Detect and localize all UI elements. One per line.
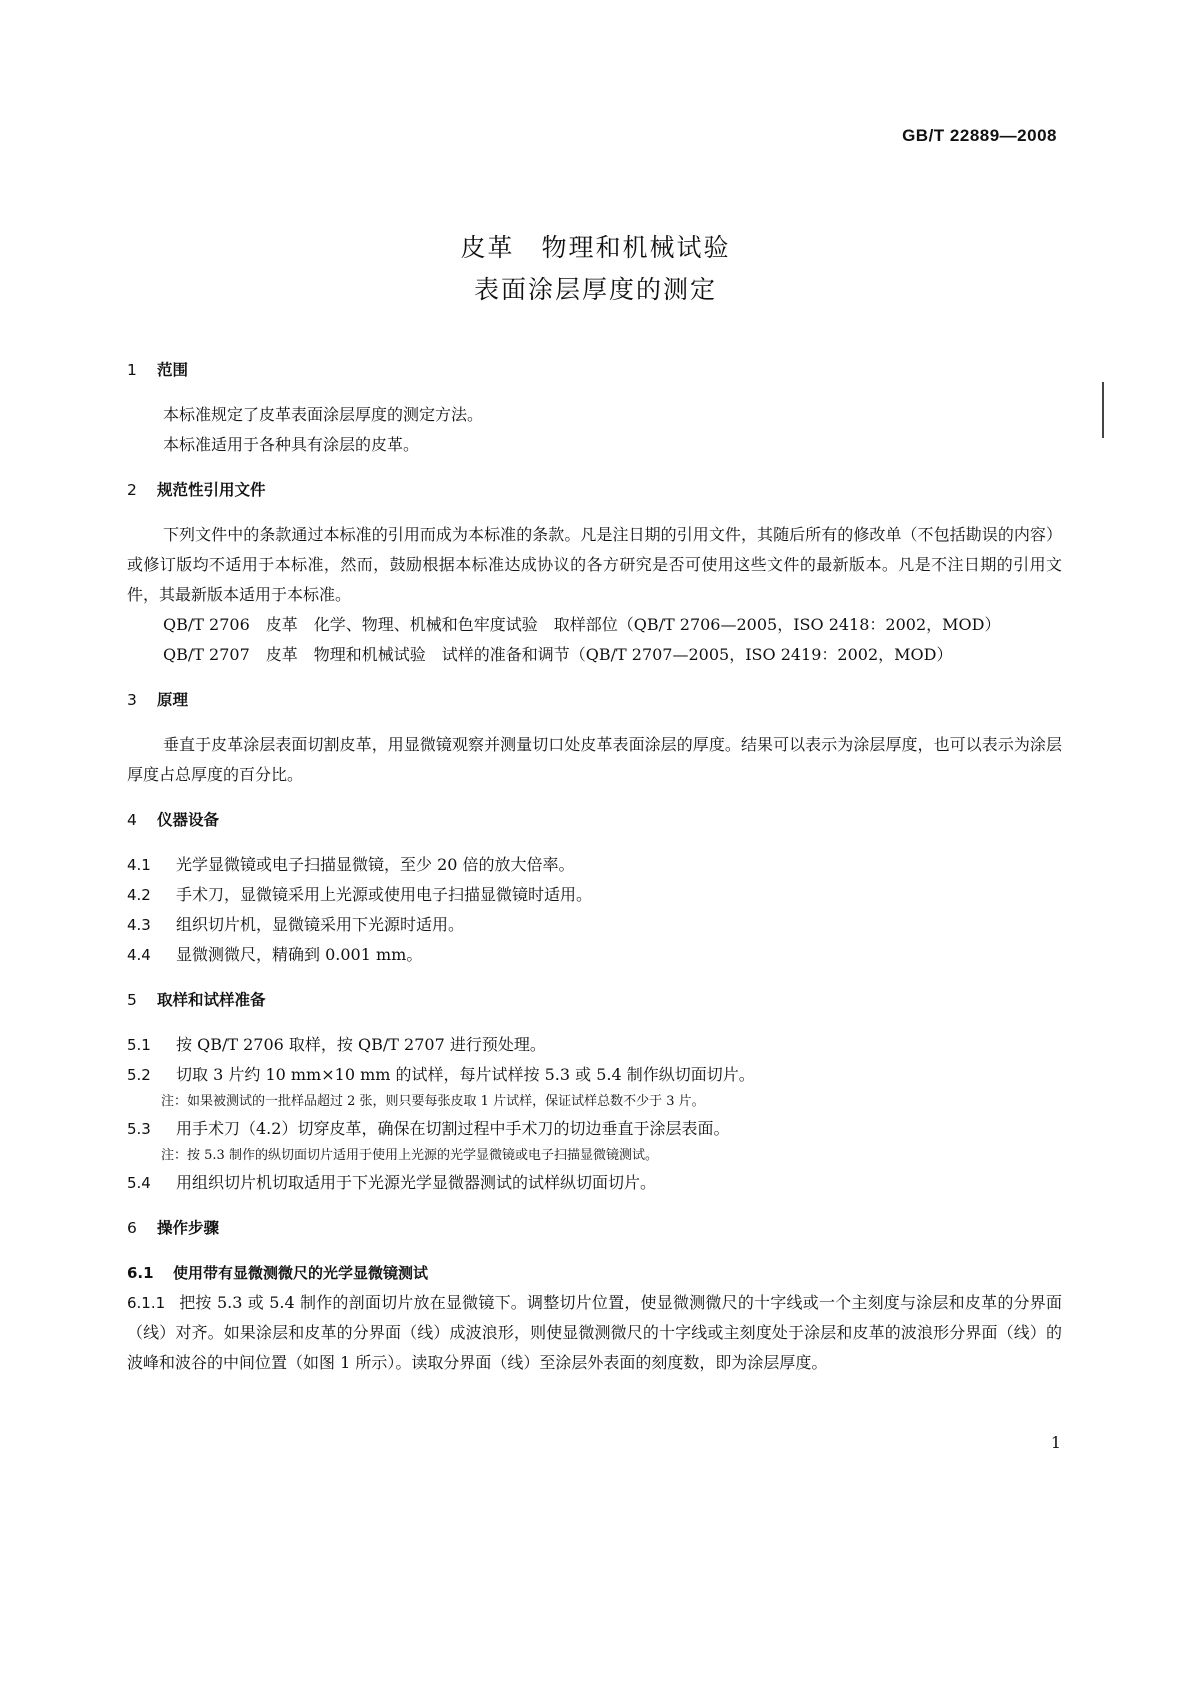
section-title: 范围 <box>157 361 189 379</box>
section-title: 取样和试样准备 <box>157 991 266 1009</box>
section-title: 原理 <box>157 691 189 709</box>
references-intro-paragraph: 下列文件中的条款通过本标准的引用而成为本标准的条款。凡是注日期的引用文件，其随后所有的修改单（不包括勘误的内容）或修订版均不适用于本标准，然而，鼓励根据本标准达成协议的各方研究是否可使用这些文件的最新版本。凡是不注日期的引用文件，其最新版本适用于本标准。 <box>127 525 1062 604</box>
section-title: 规范性引用文件 <box>157 481 266 499</box>
list-item: 5.4 用组织切片机切取适用于下光源光学显微器测试的试样纵切面切片。 <box>127 1173 657 1192</box>
margin-change-bar <box>1102 382 1104 438</box>
note-5-2: 注：如果被测试的一批样品超过 2 张，则只要每张皮取 1 片试样，保证试样总数不少于 3 片。 <box>161 1094 705 1109</box>
document-body <box>127 358 1062 1378</box>
subsection-6-1-heading: 6.1 使用带有显微测微尺的光学显微镜测试 <box>127 1264 429 1282</box>
section-1-heading <box>127 358 1062 380</box>
list-item: 4.2 手术刀，显微镜采用上光源或使用电子扫描显微镜时适用。 <box>127 885 593 904</box>
scope-paragraph-1: 本标准规定了皮革表面涂层厚度的测定方法。 <box>163 405 484 424</box>
section-number: 1 <box>127 361 137 379</box>
principle-paragraph: 垂直于皮革涂层表面切割皮革，用显微镜观察并测量切口处皮革表面涂层的厚度。结果可以表示为涂层厚度，也可以表示为涂层厚度占总厚度的百分比。 <box>127 735 1062 784</box>
reference-qbt-2707: QB/T 2707 皮革 物理和机械试验 试样的准备和调节（QB/T 2707—2005，ISO 2419：2002，MOD） <box>163 645 953 664</box>
section-3-heading <box>127 688 1062 710</box>
section-4-heading <box>127 808 1062 830</box>
list-item: 4.4 显微测微尺，精确到 0.001 mm。 <box>127 945 423 964</box>
clause-6-1-1: 6.1.1 把按 5.3 或 5.4 制作的剖面切片放在显微镜下。调整切片位置，使显微测微尺的十字线或一个主刻度与涂层和皮革的分界面（线）对齐。如果涂层和皮革的分界面（线）成波浪形，则使显微测微尺的十字线或主刻度处于涂层和皮革的波浪形分界面（线）的波峰和波谷的中间位置（如图 1 所示）。读取分界面（线）至涂层外表面的刻度数，即为涂层厚度。 <box>127 1293 1062 1372</box>
section-number: 2 <box>127 481 137 499</box>
scope-paragraph-2: 本标准适用于各种具有涂层的皮革。 <box>163 435 420 454</box>
section-number: 5 <box>127 991 137 1009</box>
standard-number: GB/T 22889—2008 <box>902 126 1057 145</box>
note-5-3: 注：按 5.3 制作的纵切面切片适用于使用上光源的光学显微镜或电子扫描显微镜测试。 <box>161 1148 658 1163</box>
document-title-line-2: 表面涂层厚度的测定 <box>473 275 717 304</box>
section-6-heading <box>127 1216 1062 1238</box>
page-number: 1 <box>1050 1433 1061 1452</box>
document-title-line-1: 皮革 物理和机械试验 <box>460 233 731 262</box>
section-2-heading <box>127 478 1062 500</box>
reference-qbt-2706: QB/T 2706 皮革 化学、物理、机械和色牢度试验 取样部位（QB/T 2706—2005，ISO 2418：2002，MOD） <box>163 615 1001 634</box>
section-title: 操作步骤 <box>157 1219 220 1237</box>
list-item: 5.3 用手术刀（4.2）切穿皮革，确保在切割过程中手术刀的切边垂直于涂层表面。 <box>127 1119 730 1138</box>
list-item: 4.1 光学显微镜或电子扫描显微镜，至少 20 倍的放大倍率。 <box>127 855 575 874</box>
list-item: 5.2 切取 3 片约 10 mm×10 mm 的试样，每片试样按 5.3 或 5.4 制作纵切面切片。 <box>127 1065 755 1084</box>
section-5-heading <box>127 988 1062 1010</box>
section-title: 仪器设备 <box>157 811 220 829</box>
section-number: 6 <box>127 1219 137 1237</box>
list-item: 4.3 组织切片机，显微镜采用下光源时适用。 <box>127 915 465 934</box>
list-item: 5.1 按 QB/T 2706 取样，按 QB/T 2707 进行预处理。 <box>127 1035 546 1054</box>
section-number: 4 <box>127 811 137 829</box>
section-number: 3 <box>127 691 137 709</box>
